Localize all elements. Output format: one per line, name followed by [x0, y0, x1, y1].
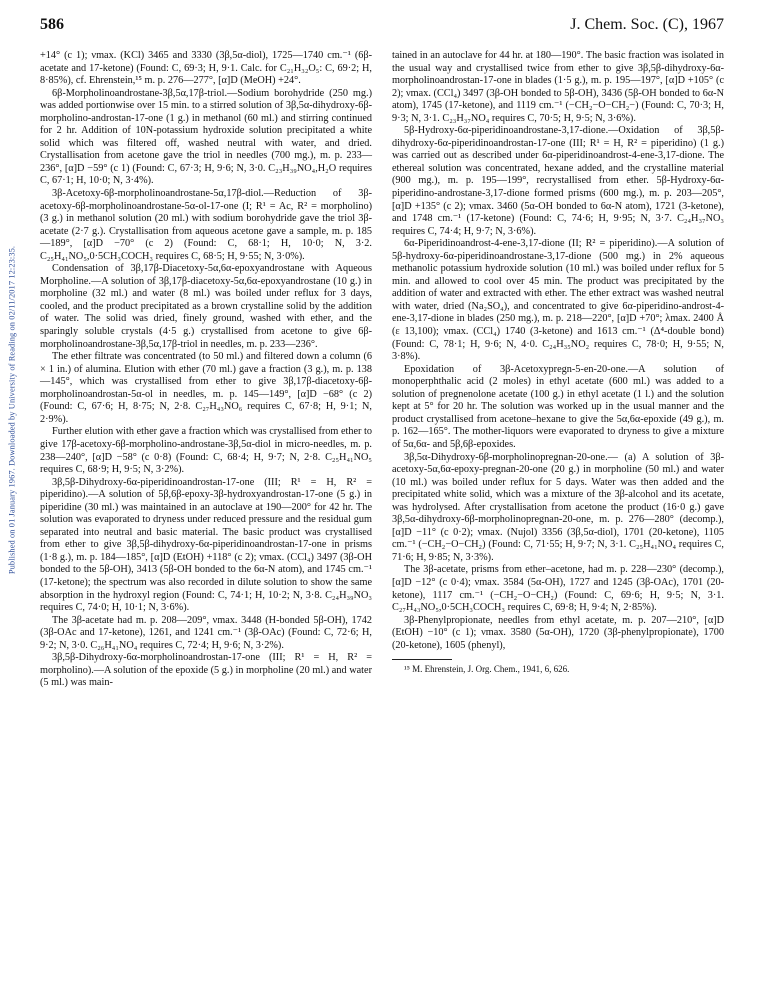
paragraph: 3β-Phenylpropionate, needles from ethyl acetate, m. p. 207—210°, [α]D (EtOH) −10° (c 1); νmax. 3580 (5α-OH), 1720 (3β-phenylpropionate), 1700 (20-ketone), 1605 (phenyl), [392, 614, 724, 651]
paragraph: The ether filtrate was concentrated (to 50 ml.) and filtered down a column (6 × 1 in.) of alumina. Elution with ether (70 ml.) gave a fraction (3 g.), m. p. 138—145°, which was crystallised from ether to give 3β,17β-diacetoxy-6β-morpholinoandrostan-5α-ol in needles, m. p. 145—149°, [α]D −68° (c 2) (Found: C, 67·6; H, 8·75; N, 2·8. C₂₇H₄₃NO₆ requires C, 67·8; H, 9·1; N, 2·9%). [40, 351, 372, 425]
journal-citation: J. Chem. Soc. (C), 1967 [570, 16, 724, 33]
footnote-divider [392, 659, 452, 660]
right-column [392, 50, 724, 675]
left-column [40, 50, 372, 690]
paragraph: +14° (c 1); νmax. (KCl) 3465 and 3330 (3β,5α-diol), 1725—1740 cm.⁻¹ (6β-acetate and 17-ketone) (Found: C, 69·3; H, 9·1. Calc. for C₂₁H₃₂O₅: C, 69·2; H, 8·85%), cf. Ehrenstein,¹⁵ m. p. 276—277°, [α]D (MeOH) +24°. [40, 50, 372, 87]
paragraph: 5β-Hydroxy-6α-piperidinoandrostane-3,17-dione.—Oxidation of 3β,5β-dihydroxy-6α-piperidinoandrostan-17-one (III; R¹ = H, R² = piperidino) (1 g.) was carried out as described under 6α-piperidinoandrost-4-ene-3,17-dione. The ethereal solution was concentrated, hexane added, and the crystalline material (900 mg.), m. p. 195—199°, recrystallised from ether. 5β-Hydroxy-6α-piperidino-androstane-3,17-dione formed prisms (600 mg.), m. p. 203—205°, [α]D +135° (c 2); νmax. 3460 (5α-OH bonded to 6α-N atom), 1721 (3-ketone), and 1748 cm.⁻¹ (17-ketone) (Found: C, 74·6; H, 9·95; N, 3·7. C₂₄H₃₇NO₃ requires C, 74·4; H, 9·7; N, 3·6%). [392, 125, 724, 237]
paragraph: 6α-Piperidinoandrost-4-ene-3,17-dione (II; R² = piperidino).—A solution of 5β-hydroxy-6α-piperidinoandrostane-3,17-dione (500 mg.) in 2% aqueous methanolic potassium hydroxide solution (10 ml.) was boiled under reflux for 5 min. and allowed to cool over 45 min. The product was precipitated by the addition of water and extracted with ether. The ether extract was washed neutral with water, dried (Na₂SO₄), and concentrated to give 6α-piperidino-androst-4-ene-3,17-dione in blades (250 mg.), m. p. 218—220°, [α]D +70°; λmax. 2400 Å (ε 13,100); νmax. (CCl₄) 1740 (3-ketone) and 1613 cm.⁻¹ (Δ⁴-double bond) (Found: C, 78·1; H, 9·6; N, 4·0. C₂₄H₃₅NO₂ requires C, 78·0; H, 9·55; N, 3·8%). [392, 238, 724, 363]
paragraph: 6β-Morpholinoandrostane-3β,5α,17β-triol.—Sodium borohydride (250 mg.) was added portionwise over 15 min. to a stirred solution of 3β,5α-dihydroxy-6β-morpholino-androstan-17-one (1 g.) in methanol (60 ml.) and stirring continued for 2 hr. Addition of 10N-potassium hydroxide solution precipitated a white solid which was filtered off, washed neutral with water, and dried. Crystallisation from acetone gave the triol in needles (700 mg.), m. p. 233—236°, [α]D −59° (c 1) (Found: C, 67·3; H, 9·6; N, 3·0. C₂₃H₃₉NO₄,H₂O requires C, 67·1; H, 10·0; N, 3·4%). [40, 87, 372, 187]
page-header [40, 16, 724, 42]
paragraph: The 3β-acetate had m. p. 208—209°, νmax. 3448 (H-bonded 5β-OH), 1742 (3β-OAc and 17-ketone), 1261, and 1241 cm.⁻¹ (3β-OAc) (Found: C, 72·6; H, 9·2; N, 3·0. C₂₆H₄₁NO₄ requires C, 72·4; H, 9·6; N, 3·2%). [40, 614, 372, 651]
paragraph: Condensation of 3β,17β-Diacetoxy-5α,6α-epoxyandrostane with Aqueous Morpholine.—A solution of 3β,17β-diacetoxy-5α,6α-epoxyandrostane (10 g.) in morpholine (32 ml.) and water (8 ml.) was boiled under reflux for 3 days, cooled, and the product precipitated as a brown crystalline solid by the addition of water. The solid was dried, finely ground, washed with ether, and the sparingly soluble crystals (4·5 g.) crystallised from acetone to give 6β-morpholinoandrostane-3β,5α,17β-triol in needles, m. p. 233—236°. [40, 263, 372, 350]
download-notice [6, 130, 18, 690]
page-number: 586 [40, 16, 64, 33]
paragraph: 3β,5β-Dihydroxy-6α-morpholinoandrostan-17-one (III; R¹ = H, R² = morpholino).—A solution of the epoxide (5 g.) in morpholine (20 ml.) and water (5 ml.) was main- [40, 652, 372, 689]
paragraph: tained in an autoclave for 44 hr. at 180—190°. The basic fraction was isolated in the usual way and crystallised twice from ether to give 3β,5β-dihydroxy-6α-morpholinoandrostan-17-one in blades (1·5 g.), m. p. 195—197°, [α]D +105° (c 2); νmax. (CCl₄) 3497 (3β-OH bonded to 5β-OH), 3436 (5β-OH bonded to 6α-N atom), 1745 (17-ketone), and 1119 cm.⁻¹ (−CH₂−O−CH₂−) (Found: C, 70·3; H, 9·3; N, 3·1. C₂₃H₃₇NO₄ requires C, 70·5; H, 9·5; N, 3·6%). [392, 50, 724, 124]
paragraph: Further elution with ether gave a fraction which was crystallised from ether to give 17β-acetoxy-6β-morpholino-androstane-3β,5α-diol in micro-needles, m. p. 238—240°, [α]D −58° (c 0·8) (Found: C, 68·4; H, 9·7; N, 2·8. C₂₅H₄₁NO₅ requires C, 68·9; H, 9·5; N, 3·2%). [40, 426, 372, 476]
paragraph: 3β,5α-Dihydroxy-6β-morpholinopregnan-20-one.— (a) A solution of 3β-acetoxy-5α,6α-epoxy-pregnan-20-one (20 g.) in morpholine (50 ml.) and water (10 ml.) was boiled under reflux for 5 days. Water was then added and the precipitated white solid, which was a mixture of the 3β-alcohol and its acetate, was hydrolysed. After crystallisation from acetone the product (16·0 g.) gave 3β,5α-dihydroxy-6β-morpholinopregnan-20-one, m. p. 276—280° (decomp.), [α]D −11° (c 0·2); νmax. (Nujol) 3356 (3β,5α-diol), 1701 (20-ketone), 1105 cm.⁻¹ (−CH₂−O−CH₂) (Found: C, 71·55; H, 9·7; N, 3·1. C₂₅H₄₁NO₄ requires C, 71·6; H, 9·85; N, 3·3%). [392, 451, 724, 563]
download-notice-text: Published on 01 January 1967. Downloaded by University of Reading on 02/11/2017 12:23:35. [7, 245, 17, 575]
footnote: ¹⁵ M. Ehrenstein, J. Org. Chem., 1941, 6, 626. [404, 664, 570, 675]
paragraph: The 3β-acetate, prisms from ether–acetone, had m. p. 228—230° (decomp.), [α]D −12° (c 0·4); νmax. 3584 (5α-OH), 1727 and 1245 (3β-OAc), 1701 (20-ketone), 1117 cm.⁻¹ (−CH₂−O−CH₂) (Found: C, 69·6; H, 9·5; N, 3·1. C₂₇H₄₃NO₅,0·5CH₃COCH₃ requires C, 69·8; H, 9·4; N, 2·85%). [392, 564, 724, 614]
paragraph: 3β-Acetoxy-6β-morpholinoandrostane-5α,17β-diol.—Reduction of 3β-acetoxy-6β-morpholinoandrostane-5α-ol-17-one (I; R¹ = Ac, R² = morpholino) (3 g.) in methanol solution (20 ml.) with sodium borohydride gave the triol 3β-acetate (2·7 g.). Crystallisation from aqueous acetone gave a sample, m. p. 185—189°, [α]D −70° (c 2) (Found: C, 68·1; H, 10·0; N, 3·2. C₂₅H₄₁NO₅,0·5CH₃COCH₃ requires C, 68·5; H, 9·55; N, 3·0%). [40, 188, 372, 262]
paragraph: Epoxidation of 3β-Acetoxypregn-5-en-20-one.—A solution of monoperphthalic acid (2 moles) in ethyl acetate (600 ml.) was added to a solution of pregnenolone acetate (100 g.) in ethyl acetate (1 l.) and the solution kept at 5° for 20 hr. The solution was worked up in the usual manner and the product crystallised from acetone–hexane to give the 5α,6α-epoxide (49 g.), m. p. 162—165°. The mother-liquors were evaporated to dryness to give a mixture of 5α,6α- and 5β,6β-epoxides. [392, 363, 724, 450]
paragraph: 3β,5β-Dihydroxy-6α-piperidinoandrostan-17-one (III; R¹ = H, R² = piperidino).—A solution of 5β,6β-epoxy-3β-hydroxyandrostan-17-one (5 g.) in piperidine (30 ml.) was maintained in an autoclave at 190—200° for 42 hr. The solution was evaporated to dryness under reduced pressure and the residual gum separated into neutral and basic material. The basic product was crystallised from ether to give 3β,5β-dihydroxy-6α-piperidinoandrostan-17-one in prisms (1·8 g.), m. p. 184—185°, [α]D (EtOH) +118° (c 2); νmax. (CCl₄) 3497 (3β-OH bonded to the 5β-OH), 3413 (5β-OH bonded to the 6α-N atom), and 1745 cm.⁻¹ (17-ketone); the spectrum was also recorded in dilute solution to show the same absorption in the hydroxyl region (Found: C, 74·1; H, 10·2; N, 3·8. C₂₄H₃₉NO₃ requires C, 74·0; H, 10·1; N, 3·6%). [40, 476, 372, 614]
